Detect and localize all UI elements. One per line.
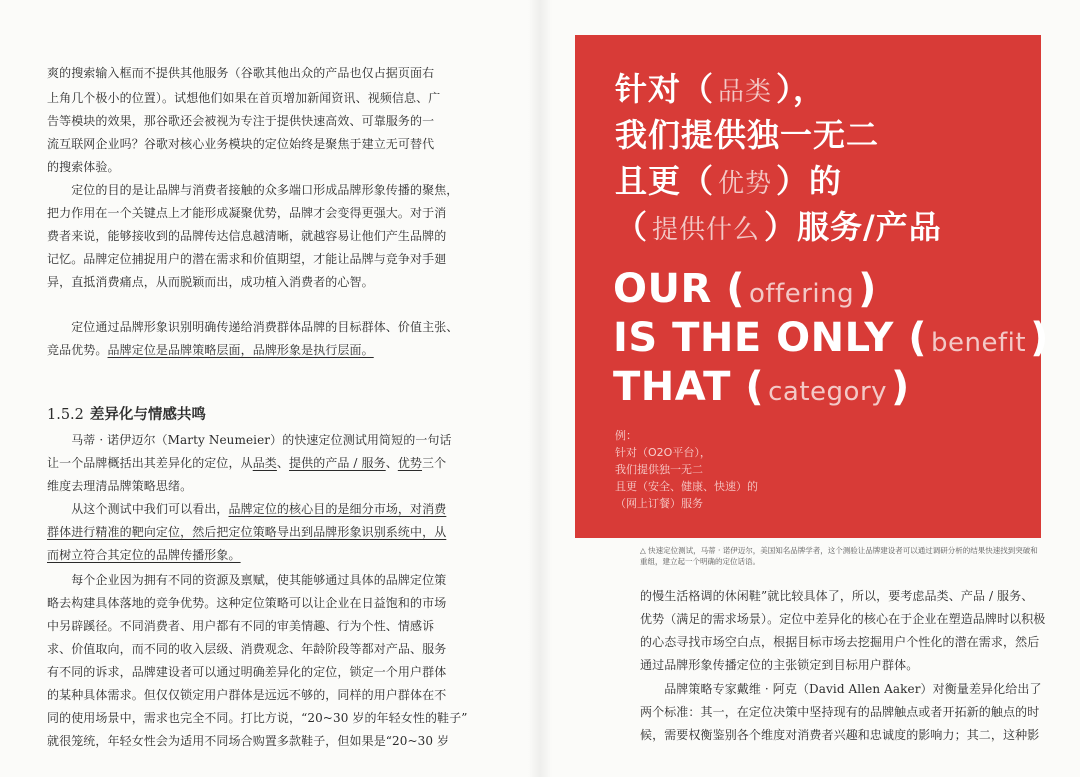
- panel-zh-line: 且更（ 优势 ）的: [615, 162, 843, 200]
- right-page: [540, 0, 1080, 777]
- blank-offering: 提供什么: [652, 215, 761, 245]
- text-line: [47, 456, 447, 470]
- blank-benefit: 优势: [718, 169, 773, 199]
- blank-offering-en: offering: [749, 279, 855, 309]
- text-line: 每个企业因为拥有不同的资源及禀赋，使其能够通过具体的品牌定位策: [47, 573, 447, 587]
- text-span: 三个: [422, 456, 447, 470]
- underlined-text-line: 群体进行精准的靶向定位，然后把定位策略导出到品牌形象识别系统中，从: [47, 525, 447, 539]
- text-span: 竞品优势。: [47, 343, 108, 357]
- text-line: 的慢生活格调的休闲鞋”就比较具体了，所以，要考虑品类、产品 / 服务、: [640, 589, 1034, 603]
- text-line: 有不同的诉求，品牌建设者可以通过明确差异化的定位，锁定一个用户群体: [47, 665, 447, 679]
- figure-caption: △ 快速定位测试，马蒂 · 诺伊迈尔，美国知名品牌学者，这个测验让品牌建设者可以通过调研分析的结果快速找到突破和重组，建立起一个明确的定位话语。: [640, 546, 1038, 566]
- section-number: 1.5.2: [47, 407, 84, 423]
- text-line: 就很笼统，年轻女性会为适用不同场合购置多款鞋子，但如果是“20~30 岁: [47, 734, 450, 748]
- underlined-text: 提供的产品 / 服务: [289, 456, 386, 470]
- text-line: 维度去理清品牌策略思绪。: [47, 479, 193, 493]
- text-line: 通过品牌形象传播定位的主张锁定到目标用户群体。: [640, 658, 919, 672]
- panel-zh-line: 针对（ 品类 ），: [615, 70, 827, 108]
- text-line: 定位的目的是让品牌与消费者接触的众多端口形成品牌形象传播的聚焦，: [47, 183, 459, 197]
- text-line: 求、价值取向，而不同的收入层级、消费观念、年龄阶段等都对产品、服务: [47, 642, 447, 656]
- text-line: 定位通过品牌形象识别明确传递给消费群体品牌的目标群体、价值主张、: [47, 320, 459, 334]
- text-line: 告等模块的效果，那谷歌还会被视为专注于提供快速高效、可靠服务的一: [47, 114, 435, 128]
- text-line: 上角几个极小的位置）。试想他们如果在首页增加新闻资讯、视频信息、广: [47, 91, 441, 105]
- panel-zh-line: （ 提供什么 ）服务/产品: [615, 208, 942, 246]
- text-line: 略去构建具体落地的竞争优势。这种定位策略可以让企业在日益饱和的市场: [47, 596, 447, 610]
- underlined-text: 品牌定位是品牌策略层面，品牌形象是执行层面。: [107, 343, 374, 357]
- blank-benefit-en: benefit: [931, 328, 1027, 358]
- text-line: 记忆。品牌定位捕捉用户的潜在需求和价值期望，才能让品牌与竞争对手廻: [47, 252, 447, 266]
- text-line: 异，直抵消费痛点，从而脱颖而出，成功植入消费者的心智。: [47, 275, 374, 289]
- text-span: 、: [385, 456, 398, 470]
- text-line: 两个标准：其一，在定位决策中坚持现有的品牌触点或者开拓新的触点的时: [640, 705, 1040, 719]
- underlined-text-line: 而树立符合其定位的品牌传播形象。: [47, 548, 241, 562]
- text-span: 从这个测试中我们可以看出，: [47, 502, 229, 516]
- panel-en-line: THAT ( category ): [613, 364, 910, 410]
- text-line: 费者来说，能够接收到的品牌传达信息越清晰，就越容易让他们产生品牌的: [47, 229, 447, 243]
- underlined-text: 优势: [397, 456, 423, 470]
- section-title: 差异化与情感共鸣: [89, 406, 206, 423]
- text-line: [47, 343, 447, 357]
- panel-en-line: OUR ( offering ): [613, 266, 877, 312]
- blank-category-en: category: [768, 377, 888, 407]
- text-line: 流互联网企业吗？谷歌对核心业务模块的定位始终是聚焦于建立无可替代: [47, 137, 435, 151]
- text-span: 、: [276, 456, 290, 470]
- underlined-text: 品类: [252, 456, 277, 470]
- example-line: 且更（安全、健康、快速）的: [615, 480, 758, 493]
- text-span: 让一个品牌概括出其差异化的定位，从: [47, 456, 253, 470]
- text-line: 马蒂 · 诺伊迈尔（Marty Neumeier）的快速定位测试用简短的一句话: [47, 433, 452, 447]
- text-line: 同的使用场景中，需求也完全不同。打比方说，“20~30 岁的年轻女性的鞋子”: [47, 711, 468, 725]
- panel-zh-line: 我们提供独一无二: [615, 116, 880, 154]
- text-line: 爽的搜索输入框而不提供其他服务（谷歌其他出众的产品也仅占据页面右: [47, 66, 435, 80]
- underlined-text: 品牌定位的核心目的是细分市场，对消费: [228, 502, 447, 516]
- text-line: 的某种具体需求。但仅仅锁定用户群体是远远不够的，同样的用户群体在不: [47, 688, 447, 702]
- example-line: 针对（O2O平台），: [615, 446, 711, 459]
- text-line: 候，需要权衡鉴别各个维度对消费者兴趣和忠诚度的影响力；其二，这种影: [640, 728, 1040, 742]
- example-line: 例：: [615, 429, 637, 442]
- panel-en-line: IS THE ONLY ( benefit ): [613, 315, 1049, 361]
- text-line: [47, 502, 447, 516]
- text-line: 中另辟蹊径。不同消费者、用户都有不同的审美情趣、行为个性、情感诉: [47, 619, 435, 633]
- text-line: 的搜索体验。: [47, 160, 120, 174]
- example-line: 我们提供独一无二: [615, 463, 703, 476]
- text-line: 把力作用在一个关键点上才能形成凝聚优势，品牌才会变得更强大。对于消: [47, 206, 447, 220]
- example-line: （网上订餐）服务: [615, 497, 703, 510]
- text-line: 优势（满足的需求场景）。定位中差异化的核心在于企业在塑造品牌时以积极: [640, 612, 1046, 626]
- blank-category: 品类: [718, 77, 773, 107]
- text-line: 的心态寻找市场空白点，根据目标市场去挖掘用户个性化的潜在需求，然后: [640, 635, 1040, 649]
- section-heading: [47, 403, 206, 424]
- text-line: 品牌策略专家戴维 · 阿克（David Allen Aaker）对衡量差异化给出了: [640, 682, 1042, 696]
